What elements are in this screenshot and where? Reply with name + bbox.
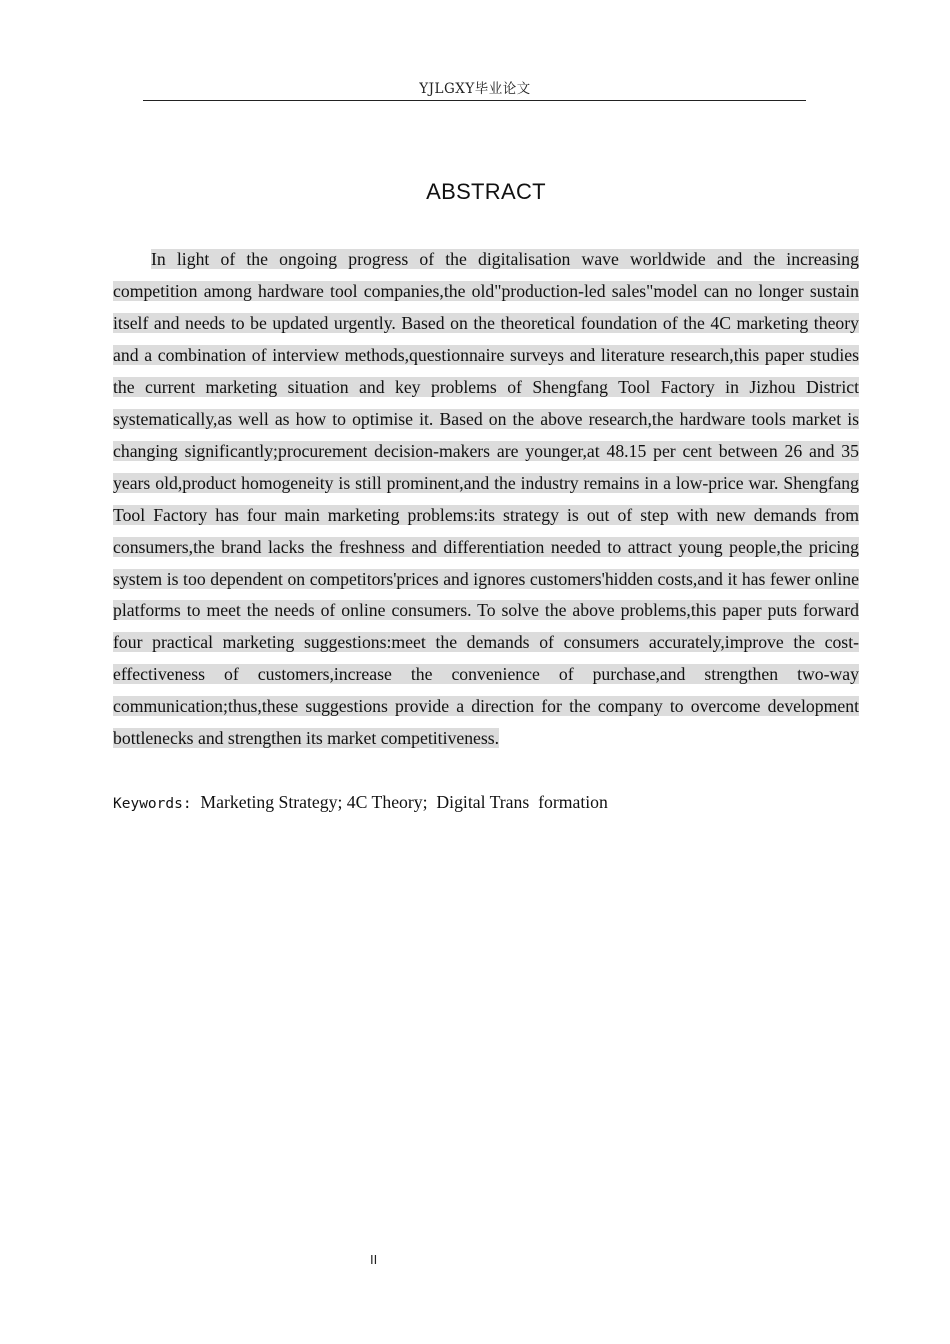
abstract-body (113, 244, 859, 755)
running-header: YJLGXY毕业论文 (419, 81, 531, 97)
keywords-label: Keywords: (113, 796, 192, 812)
header-rule (143, 100, 806, 101)
abstract-body-text: In light of the ongoing progress of the digitalisation wave worldwide and the increasing competition among hardware tool companies,the old"production-led sales"model can no longer sustain itself and needs to be updated urgently. Based on the theoretical foundation of the 4C marketing theory and a combination of interview methods,questionnaire surveys and literature research,this paper studies the current marketing situation and key problems of Shengfang Tool Factory in Jizhou District systematically,as well as how to optimise it. Based on the above research,the hardware tools market is changing significantly;procurement decision-makers are younger,at 48.15 per cent between 26 and 35 years old,product homogeneity is still prominent,and the industry remains in a low-price war. Shengfang Tool Factory has four main marketing problems:its strategy is out of step with new demands from consumers,the brand lacks the freshness and differentiation needed to attract young people,the pricing system is too dependent on competitors'prices and ignores customers'hidden costs,and it has fewer online platforms to meet the needs of online consumers. To solve the above problems,this paper puts forward four practical marketing suggestions:meet the demands of consumers accurately,improve the cost-effectiveness of customers,increase the convenience of purchase,and strengthen two-way communication;thus,these suggestions provide a direction for the company to overcome development bottlenecks and strengthen its market competitiveness. (113, 249, 859, 749)
keywords-line (113, 790, 859, 816)
page-number: II (370, 1252, 378, 1267)
keywords-value: Marketing Strategy; 4C Theory; Digital Trans formation (200, 792, 608, 812)
abstract-title: ABSTRACT (426, 179, 546, 204)
